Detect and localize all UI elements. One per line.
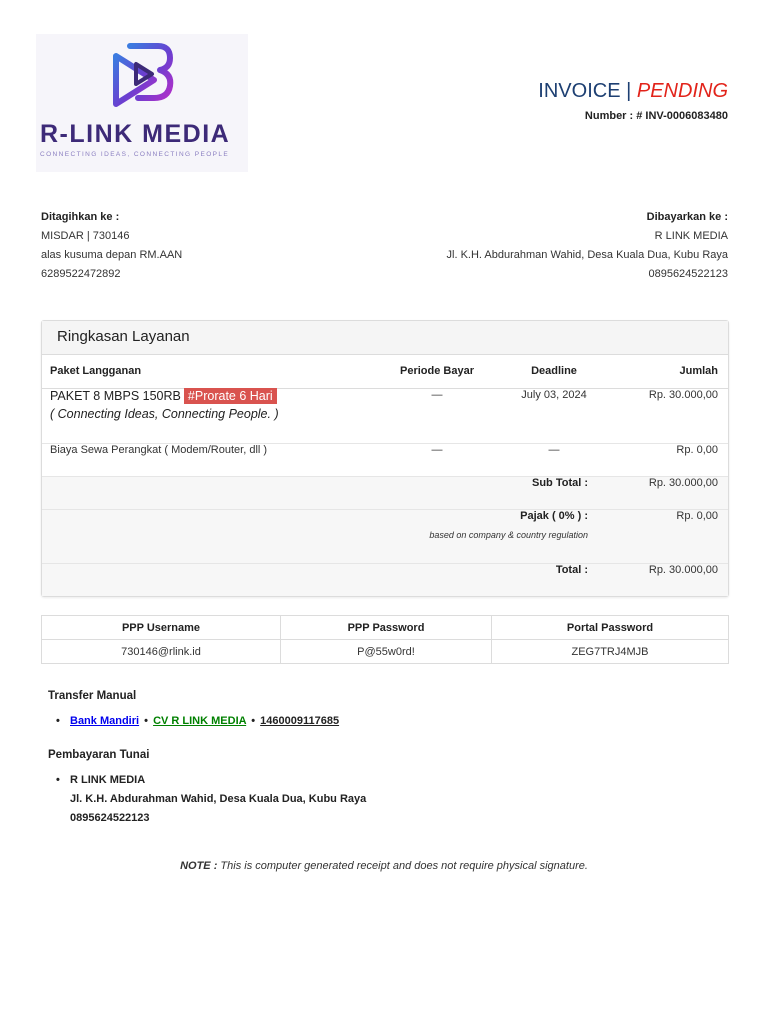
- package-cell: Biaya Sewa Perangkat ( Modem/Router, dll ): [42, 443, 382, 476]
- tax-value: Rp. 0,00: [616, 509, 728, 563]
- account-name-link[interactable]: CV R LINK MEDIA: [153, 715, 247, 727]
- tax-label: Pajak ( 0% ) :: [520, 509, 588, 522]
- package-name: PAKET 8 MBPS 150RB: [50, 388, 181, 403]
- logo-tagline: CONNECTING IDEAS, CONNECTING PEOPLE: [40, 151, 230, 158]
- list-item: [70, 771, 366, 828]
- invoice-number: Number : # INV-0006083480: [584, 110, 728, 122]
- subtotal-label: Sub Total :: [42, 476, 616, 509]
- bill-to: [41, 208, 182, 284]
- note-text: This is computer generated receipt and does not require physical signature.: [220, 860, 588, 872]
- note-label: NOTE :: [180, 860, 218, 872]
- amount-cell: Rp. 0,00: [616, 443, 728, 476]
- bill-to-name: MISDAR | 730146: [41, 230, 130, 242]
- deadline-cell: —: [492, 443, 616, 476]
- package-cell: [42, 388, 382, 443]
- cash-address: Jl. K.H. Abdurahman Wahid, Desa Kuala Dua, Kubu Raya: [70, 793, 367, 805]
- table-row: [42, 443, 728, 476]
- header-amount: Jumlah: [616, 355, 728, 388]
- summary-header-row: [42, 355, 728, 388]
- pay-to-phone: 0895624522123: [648, 268, 728, 280]
- list-item: [70, 712, 366, 731]
- amount-cell: Rp. 30.000,00: [616, 388, 728, 443]
- subtotal-row: [42, 476, 728, 509]
- period-cell: —: [382, 388, 492, 443]
- subtotal-value: Rp. 30.000,00: [616, 476, 728, 509]
- cash-list: [48, 771, 366, 828]
- deadline-cell: July 03, 2024: [492, 388, 616, 443]
- credentials-header-row: [42, 616, 729, 640]
- header-ppp-password: PPP Password: [281, 616, 492, 640]
- pay-to-label: Dibayarkan ke :: [646, 211, 728, 223]
- total-row: [42, 563, 728, 596]
- invoice-title: INVOICE: [538, 80, 621, 102]
- transfer-list: [48, 712, 366, 731]
- cash-phone: 0895624522123: [70, 812, 150, 824]
- bank-link[interactable]: Bank Mandiri: [70, 715, 140, 727]
- company-logo: [36, 34, 248, 172]
- tax-note: based on company & country regulation: [429, 529, 588, 540]
- credentials-table: [41, 615, 729, 664]
- bullet-separator: •: [144, 715, 148, 727]
- pay-to: [447, 208, 728, 284]
- payment-methods: [48, 690, 366, 846]
- header-package: Paket Langganan: [42, 355, 382, 388]
- tax-row: [42, 509, 728, 563]
- total-value: Rp. 30.000,00: [616, 563, 728, 596]
- header-portal-password: Portal Password: [492, 616, 729, 640]
- invoice-status: PENDING: [636, 80, 728, 102]
- tax-label-cell: [42, 509, 616, 563]
- cash-title: Pembayaran Tunai: [48, 749, 150, 761]
- cash-name: • R LINK MEDIA: [70, 774, 146, 786]
- pay-to-name: R LINK MEDIA: [654, 230, 728, 242]
- header-deadline: Deadline: [492, 355, 616, 388]
- bill-to-phone: 6289522472892: [41, 268, 121, 280]
- credentials-value-row: [42, 640, 729, 664]
- ppp-password-value: P@55w0rd!: [281, 640, 492, 664]
- ppp-username-value: 730146@rlink.id: [42, 640, 281, 664]
- period-cell: —: [382, 443, 492, 476]
- logo-name: R-LINK MEDIA: [40, 120, 231, 148]
- transfer-title: Transfer Manual: [48, 690, 137, 702]
- invoice-heading: [538, 80, 728, 103]
- rlink-logo-icon: [108, 42, 178, 114]
- header-ppp-username: PPP Username: [42, 616, 281, 640]
- bill-to-address: alas kusuma depan RM.AAN: [41, 249, 183, 261]
- total-label: Total :: [42, 563, 616, 596]
- prorate-badge: #Prorate 6 Hari: [184, 388, 277, 404]
- receipt-note: [0, 860, 768, 872]
- summary-table: [42, 355, 728, 596]
- table-row: [42, 388, 728, 443]
- service-summary-panel: [41, 320, 729, 597]
- invoice-separator: |: [626, 80, 632, 102]
- pay-to-address: Jl. K.H. Abdurahman Wahid, Desa Kuala Dua, Kubu Raya: [446, 249, 728, 261]
- package-description: ( Connecting Ideas, Connecting People. ): [50, 406, 279, 421]
- bullet-separator: •: [251, 715, 256, 727]
- account-number: 1460009117685: [260, 715, 340, 727]
- header-period: Periode Bayar: [382, 355, 492, 388]
- summary-title: Ringkasan Layanan: [42, 321, 728, 355]
- bill-to-label: Ditagihkan ke :: [41, 211, 120, 223]
- portal-password-value: ZEG7TRJ4MJB: [492, 640, 729, 664]
